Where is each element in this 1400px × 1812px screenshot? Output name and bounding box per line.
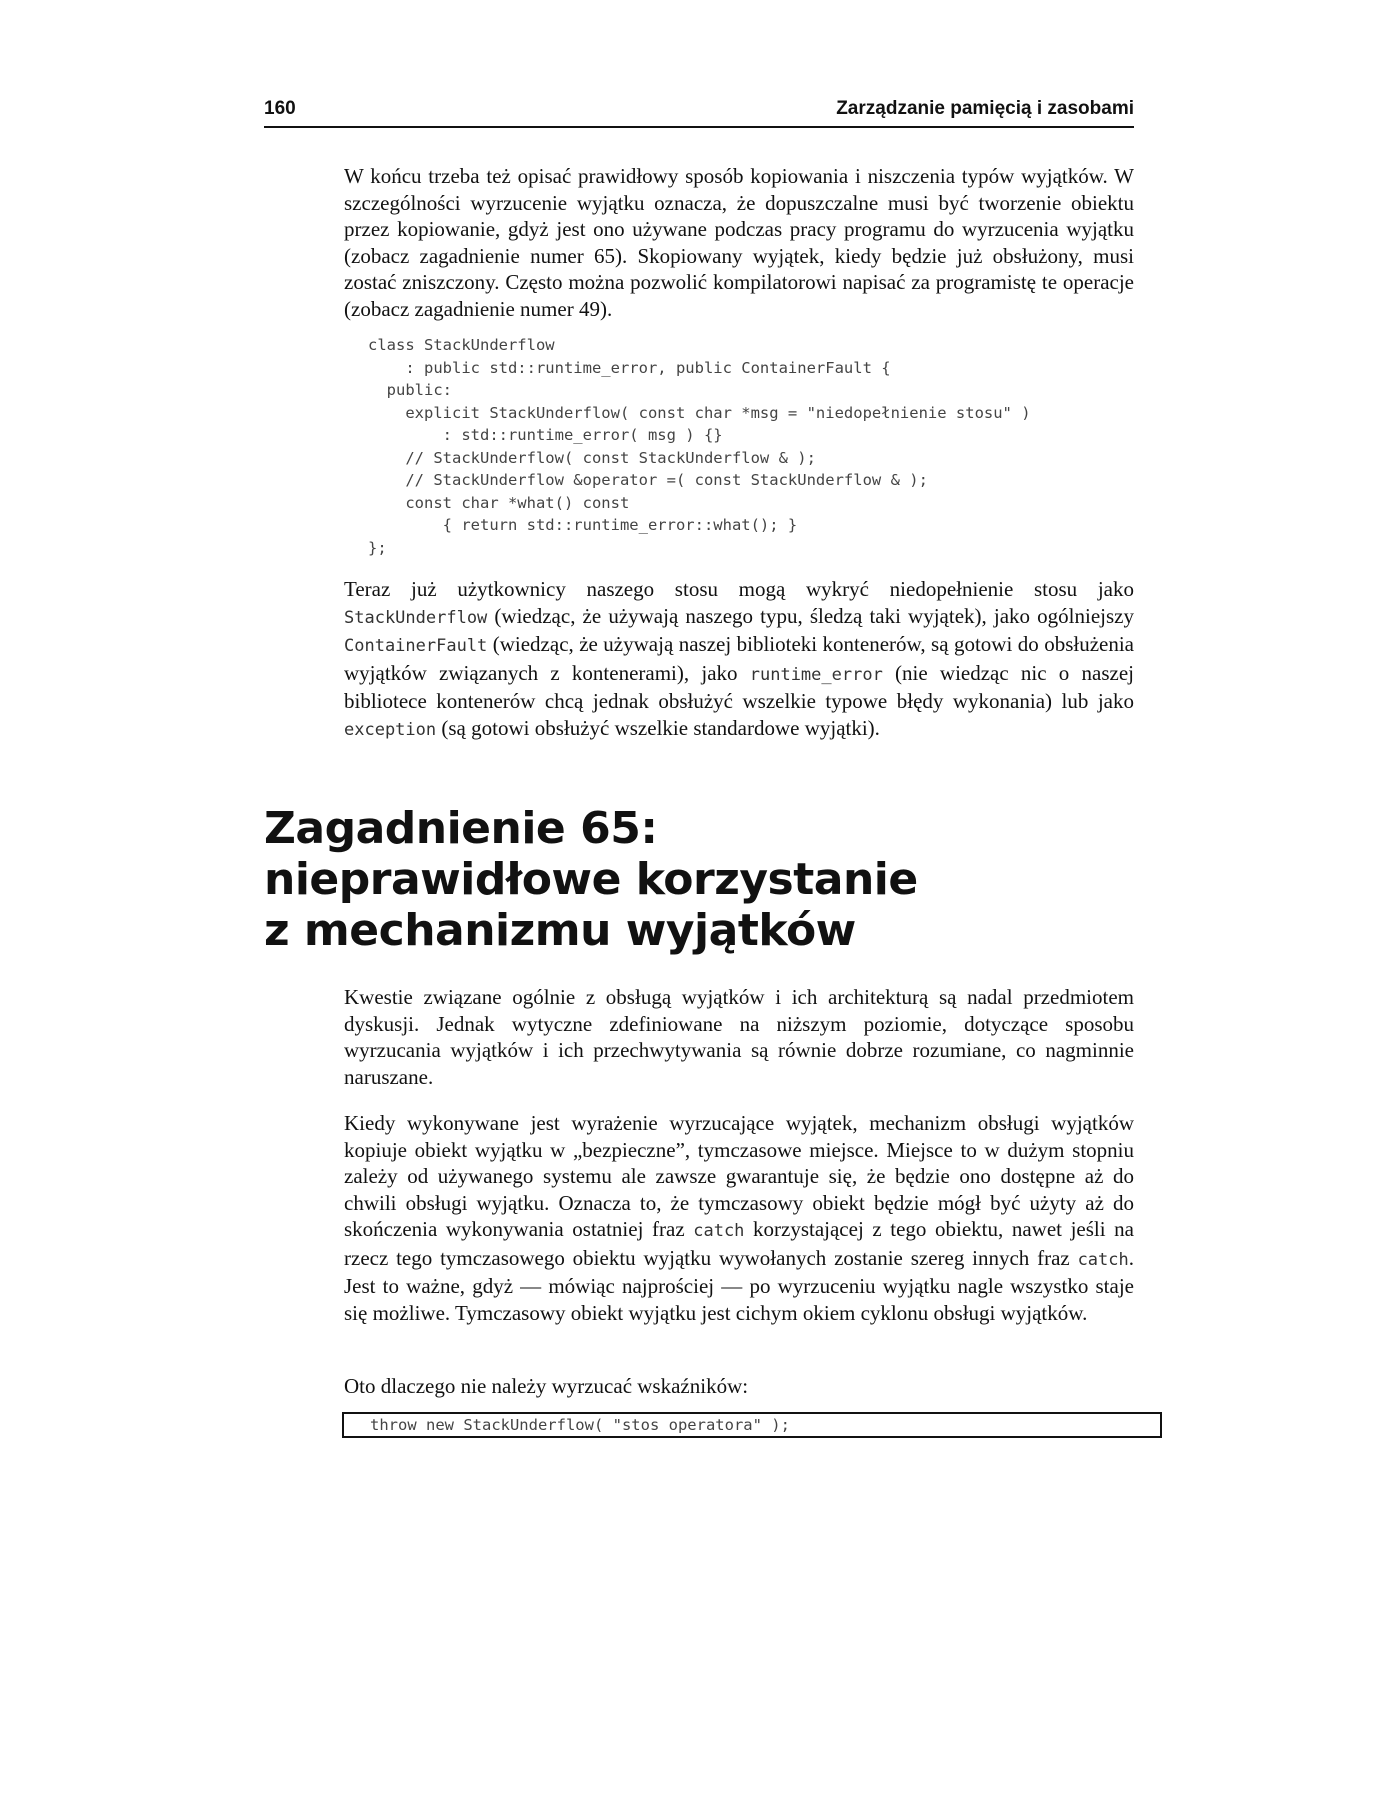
- code-line: };: [368, 538, 387, 557]
- code-line: : std::runtime_error( msg ) {}: [368, 426, 723, 444]
- code-line: public:: [368, 381, 452, 399]
- code-listing-stackunderflow: [368, 334, 1031, 559]
- inline-code: catch: [1077, 1249, 1129, 1270]
- text-run: (nie wiedząc nic o naszej bibliotece kontenerów chcą jednak obsłużyć wszelkie typowe błędy wykonania) lub jako: [344, 660, 1135, 713]
- heading-line: nieprawidłowe korzystanie: [264, 854, 918, 905]
- paragraph-copying-exceptions: W końcu trzeba też opisać prawidłowy sposób kopiowania i niszczenia typów wyjątków. W szczególności wyrzucenie wyjątku oznacza, że dopuszczalne musi być tworzenie obiektu przez kopiowanie, gdyż jest ono używane podczas pracy programu do wyrzucenia wyjątku (zobacz zagadnienie numer 65). Skopiowany wyjątek, kiedy będzie już obsłużony, musi zostać zniszczony. Często można pozwolić kompilatorowi napisać za programistę te operacje (zobacz zagadnienie numer 49).: [344, 164, 1134, 321]
- heading-line: z mechanizmu wyjątków: [264, 905, 856, 956]
- code-line: // StackUnderflow( const StackUnderflow & );: [368, 448, 816, 467]
- code-example-throw-pointer: throw new StackUnderflow( "stos operatora" );: [342, 1412, 1162, 1438]
- heading-line: Zagadnienie 65:: [264, 803, 658, 854]
- code-line: { return std::runtime_error::what(); }: [368, 516, 798, 534]
- paragraph-exception-guidelines: Kwestie związane ogólnie z obsługą wyjątków i ich architekturą są nadal przedmiotem dyskusji. Jednak wytyczne zdefiniowane na niższym poziomie, dotyczące sposobu wyrzucania wyjątków i ich przechwytywania są równie dobrze rozumiane, co nagminnie naruszane.: [344, 985, 1134, 1089]
- inline-code: exception: [344, 719, 437, 740]
- page-number: 160: [264, 98, 296, 119]
- running-title: Zarządzanie pamięcią i zasobami: [836, 98, 1134, 119]
- text-run: (wiedząc, że używają naszej biblioteki kontenerów, są gotowi do obsłużenia wyjątków związanych z kontenerami), jako: [344, 632, 1134, 685]
- code-line: : public std::runtime_error, public ContainerFault {: [368, 358, 891, 377]
- text-run: Kiedy wykonywane jest wyrażenie wyrzucające wyjątek, mechanizm obsługi wyjątków kopiuje obiekt wyjątku w „bezpieczne”, tymczasowe miejsce. Miejsce to w dużym stopniu zależy od używanego systemu ale zawsze gwarantuje się, że będzie ono dostępne aż do chwili obsługi wyjątku. Oznacza to, że tymczasowy obiekt będzie mógł być użyty aż do skończenia wykonywania ostatniej fraz: [344, 1111, 1134, 1241]
- text-run: . Jest to ważne, gdyż — mówiąc najprościej — po wyrzuceniu wyjątku nagle wszystko staje się możliwe. Tymczasowy obiekt wyjątku jest cichym okiem cyklonu obsługi wyjątków.: [344, 1245, 1134, 1325]
- code-line: // StackUnderflow &operator =( const StackUnderflow & );: [368, 471, 928, 489]
- code-line: class StackUnderflow: [368, 336, 555, 354]
- section-heading: [264, 803, 918, 956]
- inline-code: ContainerFault: [344, 636, 488, 656]
- paragraph-stack-users: [344, 576, 1134, 743]
- inline-code: runtime_error: [749, 664, 883, 685]
- code-line: explicit StackUnderflow( const char *msg = "niedopełnienie stosu" ): [368, 403, 1031, 422]
- paragraph-dont-throw-pointers: Oto dlaczego nie należy wyrzucać wskaźników:: [344, 1374, 749, 1398]
- code-line: const char *what() const: [368, 493, 630, 512]
- text-run: (wiedząc, że używają naszego typu, śledzą taki wyjątek), jako ogólniejszy: [487, 603, 1134, 628]
- inline-code: catch: [693, 1221, 745, 1241]
- text-run: Teraz już użytkownicy naszego stosu mogą wykryć niedopełnienie stosu jako: [344, 577, 1134, 601]
- page-header: [264, 96, 1134, 128]
- inline-code: StackUnderflow: [344, 607, 488, 628]
- paragraph-exception-mechanism: [344, 1110, 1134, 1326]
- text-run: (są gotowi obsłużyć wszelkie standardowe wyjątki).: [436, 715, 880, 740]
- text-run: korzystającej z tego obiektu, nawet jeśli na rzecz tego tymczasowego obiektu wyjątku wywołanych zostanie szereg innych fraz: [344, 1217, 1134, 1270]
